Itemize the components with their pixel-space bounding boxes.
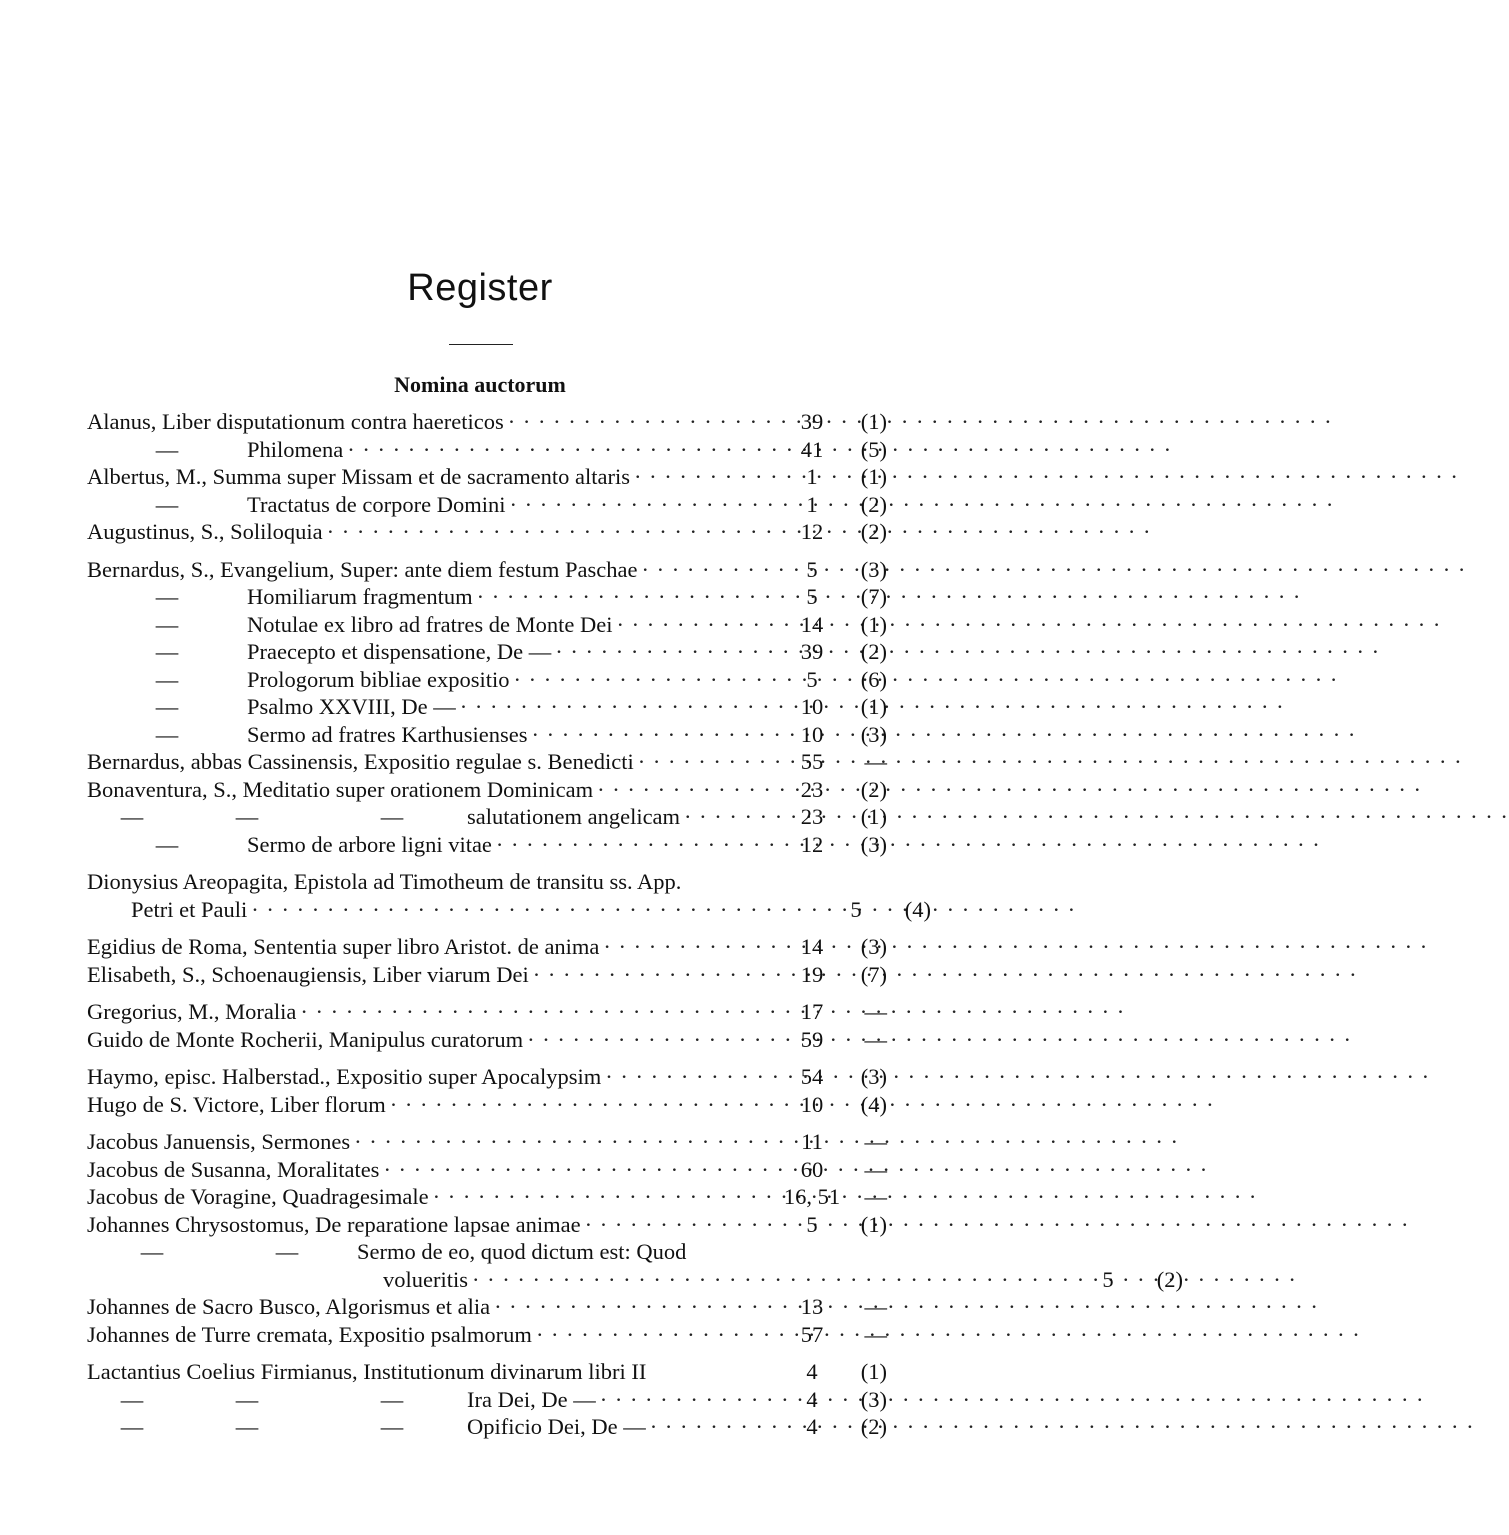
entry-page-number: 1 — [806, 464, 818, 489]
entry-item-number: (4) — [860, 1091, 887, 1117]
entry-item-number: (5) — [860, 436, 887, 462]
entry-text-cell — [87, 1211, 777, 1239]
dot-leader — [555, 638, 1380, 666]
entry-title: Alanus, Liber disputationum contra haereticos — [87, 409, 504, 434]
entry-item-number: (1) — [860, 804, 887, 829]
entry-title: Guido de Monte Rocherii, Manipulus curatorum — [87, 1026, 524, 1052]
entry-page-number: 5 — [850, 896, 862, 922]
entry-item-number: (2) — [860, 639, 887, 664]
entry-title: Augustinus, S., Soliloquia — [87, 519, 323, 544]
entry-item-number: — — [864, 1294, 887, 1319]
entry-page-number: 14 — [800, 934, 824, 959]
dot-leader — [496, 831, 1321, 859]
entry-title: Dionysius Areopagita, Epistola ad Timotheum de transitu ss. App. — [87, 869, 682, 894]
entry-page-number: 13 — [800, 1294, 824, 1319]
entry-page-number: 5 — [806, 584, 818, 609]
entry-text-cell — [87, 1413, 777, 1441]
ditto-dash: — — [155, 491, 179, 517]
entry-item-number: — — [864, 999, 887, 1024]
index-entry — [87, 721, 887, 749]
entry-title: Praecepto et dispensatione, De — — [247, 639, 552, 664]
entry-item-number: (4) — [904, 896, 931, 922]
entry-item-number: — — [864, 1321, 887, 1347]
dot-leader — [510, 491, 1335, 519]
entry-text-cell — [87, 1238, 777, 1266]
entry-title: Johannes de Sacro Busco, Algorismus et alia — [87, 1294, 491, 1319]
entry-page-number: 11 — [801, 1129, 823, 1154]
entry-text-cell — [87, 611, 777, 639]
section-heading: Nomina auctorum — [394, 372, 566, 397]
index-entry — [87, 1128, 887, 1156]
ditto-dash: — — [275, 1239, 299, 1264]
ditto-dash: — — [155, 639, 179, 664]
entry-title: Sermo de arbore ligni vitae — [247, 831, 492, 857]
entry-title: Jacobus Januensis, Sermones — [87, 1129, 351, 1154]
ditto-dash: — — [120, 1386, 144, 1412]
index-entry — [87, 518, 887, 546]
index-entry — [87, 693, 887, 721]
dot-leader — [603, 933, 1428, 961]
index-entry — [87, 1413, 887, 1441]
entry-page-number: 23 — [800, 804, 824, 829]
ditto-dash: — — [380, 1386, 404, 1412]
dot-leader — [347, 436, 1172, 464]
entry-page-number: 5 — [1102, 1266, 1114, 1292]
index-entry — [87, 1183, 887, 1211]
entry-title: Bernardus, abbas Cassinensis, Expositio regulae s. Benedicti — [87, 749, 634, 774]
entry-title: Lactantius Coelius Firmianus, Institutionum divinarum libri II — [87, 1359, 647, 1384]
entry-page-number: 1 — [806, 491, 818, 517]
index-entry — [87, 1091, 887, 1119]
ditto-dash: — — [155, 436, 179, 462]
entry-title: Bernardus, S., Evangelium, Super: ante diem festum Paschae — [87, 556, 638, 582]
entry-text-cell — [87, 638, 777, 666]
entry-item-number: (6) — [860, 666, 887, 692]
entry-text-cell — [87, 1358, 777, 1386]
entry-page-number: 4 — [806, 1359, 818, 1384]
entry-title: Notulae ex libro ad fratres de Monte Dei — [247, 611, 613, 637]
entry-title: Haymo, episc. Halberstad., Expositio super Apocalypsim — [87, 1064, 602, 1089]
entry-page-number: 5 — [806, 556, 818, 582]
dot-leader — [585, 1211, 1410, 1239]
ditto-dash: — — [120, 1414, 144, 1439]
index-entry — [87, 933, 887, 961]
entry-title: Jacobus de Susanna, Moralitates — [87, 1156, 380, 1182]
entry-page-number: 4 — [806, 1414, 818, 1439]
entry-text-cell — [87, 776, 777, 804]
entry-page-number: 54 — [800, 1064, 824, 1089]
ditto-dash: — — [380, 1414, 404, 1439]
entry-page-number: 10 — [800, 694, 824, 719]
entry-item-number: — — [864, 749, 887, 774]
index-entry — [87, 803, 887, 831]
entry-text-cell — [87, 1063, 777, 1091]
dot-leader — [597, 776, 1422, 804]
entry-text-cell — [87, 721, 777, 749]
entry-item-number: (2) — [860, 776, 887, 802]
index-entry — [87, 638, 887, 666]
index-entry — [87, 868, 887, 896]
entry-item-number: (3) — [860, 831, 887, 857]
dot-leader — [536, 1321, 1361, 1349]
entry-text-cell — [87, 583, 777, 611]
entry-page-number: 19 — [800, 961, 824, 987]
entry-item-number: (2) — [860, 519, 887, 544]
entry-text-cell — [87, 518, 777, 546]
ditto-dash: — — [155, 666, 179, 692]
entry-page-number: 59 — [800, 1026, 824, 1052]
entry-page-number: 60 — [800, 1156, 824, 1182]
index-entry — [87, 961, 887, 989]
entry-item-number: (1) — [860, 464, 887, 489]
ditto-dash: — — [235, 1414, 259, 1439]
entry-page-number: 16, 51 — [783, 1184, 841, 1209]
dot-leader — [494, 1293, 1319, 1321]
entry-title: Tractatus de corpore Domini — [247, 491, 506, 517]
entry-text-cell — [87, 491, 777, 519]
entry-text-cell — [87, 1183, 777, 1211]
entry-text-cell — [87, 1156, 777, 1184]
index-entry — [87, 408, 887, 436]
entry-text-cell — [87, 748, 777, 776]
index-entry — [87, 896, 931, 924]
author-index-list — [87, 408, 1183, 1441]
entry-item-number: (1) — [860, 611, 887, 637]
dot-leader — [634, 463, 1459, 491]
index-entry — [87, 1063, 887, 1091]
entry-page-number: 39 — [800, 409, 824, 434]
entry-title: Homiliarum fragmentum — [247, 584, 473, 609]
entry-title: Johannes de Turre cremata, Expositio psalmorum — [87, 1321, 532, 1347]
entry-page-number: 14 — [800, 611, 824, 637]
ditto-dash: — — [155, 611, 179, 637]
dot-leader — [354, 1128, 1179, 1156]
entry-item-number: (1) — [860, 409, 887, 434]
entry-page-number: 12 — [800, 831, 824, 857]
index-entry — [87, 748, 887, 776]
entry-item-number: (2) — [1156, 1266, 1183, 1292]
ditto-dash: — — [155, 831, 179, 857]
dot-leader — [650, 1413, 1475, 1441]
index-entry — [87, 463, 887, 491]
index-entry — [87, 1266, 1183, 1294]
ditto-dash: — — [155, 694, 179, 719]
dot-leader — [300, 998, 1125, 1026]
index-entry — [87, 1321, 887, 1349]
entry-item-number: (1) — [860, 1359, 887, 1384]
entry-page-number: 5 — [806, 1211, 818, 1237]
ditto-dash: — — [120, 804, 144, 829]
index-entry — [87, 436, 887, 464]
dot-leader — [527, 1026, 1352, 1054]
dot-leader — [533, 961, 1358, 989]
entry-item-number: (7) — [860, 584, 887, 609]
dot-leader — [617, 611, 1442, 639]
entry-item-number: (3) — [860, 1386, 887, 1412]
entry-text-cell — [87, 1266, 1073, 1294]
entry-page-number: 55 — [800, 749, 824, 774]
index-entry — [87, 1026, 887, 1054]
entry-item-number: — — [864, 1129, 887, 1154]
entry-text-cell — [87, 1293, 777, 1321]
dot-leader — [513, 666, 1338, 694]
entry-title: Philomena — [247, 436, 344, 462]
entry-text-cell — [87, 1321, 777, 1349]
entry-page-number: 39 — [800, 639, 824, 664]
entry-text-cell — [87, 436, 777, 464]
entry-text-cell — [87, 868, 777, 896]
entry-text-cell — [87, 463, 777, 491]
entry-item-number: (1) — [860, 694, 887, 719]
entry-text-cell — [87, 666, 777, 694]
entry-title: Elisabeth, S., Schoenaugiensis, Liber viarum Dei — [87, 961, 529, 987]
entry-item-number: (3) — [860, 934, 887, 959]
dot-leader — [532, 721, 1357, 749]
dot-leader — [327, 518, 1152, 546]
entry-title: Bonaventura, S., Meditatio super orationem Dominicam — [87, 776, 594, 802]
index-entry — [87, 776, 887, 804]
index-entry — [87, 1386, 887, 1414]
dot-leader — [251, 896, 1076, 924]
entry-item-number: (2) — [860, 491, 887, 517]
index-entry — [87, 1156, 887, 1184]
ditto-dash: — — [155, 584, 179, 609]
entry-page-number: 12 — [800, 519, 824, 544]
index-entry — [87, 556, 887, 584]
entry-text-cell — [87, 961, 777, 989]
entry-page-number: 5 — [806, 666, 818, 692]
entry-item-number: (1) — [860, 1211, 887, 1237]
entry-item-number: — — [864, 1184, 887, 1209]
index-entry — [87, 583, 887, 611]
index-entry — [87, 1293, 887, 1321]
dot-leader — [508, 408, 1333, 436]
ditto-dash: — — [380, 804, 404, 829]
entry-title: volueritis — [383, 1266, 468, 1292]
ditto-dash: — — [235, 1386, 259, 1412]
entry-text-cell — [87, 1091, 777, 1119]
entry-title: Psalmo XXVIII, De — — [247, 694, 456, 719]
entry-item-number: (7) — [860, 961, 887, 987]
entry-text-cell — [87, 998, 777, 1026]
index-entry — [87, 491, 887, 519]
entry-text-cell — [87, 1026, 777, 1054]
entry-text-cell — [87, 408, 777, 436]
entry-text-cell — [87, 1386, 777, 1414]
entry-text-cell — [87, 803, 777, 831]
entry-title: Albertus, M., Summa super Missam et de sacramento altaris — [87, 464, 631, 489]
index-entry — [87, 1238, 887, 1266]
entry-page-number: 4 — [806, 1386, 818, 1412]
entry-title: Sermo ad fratres Karthusienses — [247, 721, 528, 747]
dot-leader — [477, 583, 1302, 611]
index-entry — [87, 611, 887, 639]
ditto-dash: — — [235, 804, 259, 829]
index-entry — [87, 1358, 887, 1386]
entry-page-number: 41 — [800, 436, 824, 462]
dot-leader — [605, 1063, 1430, 1091]
entry-title: salutationem angelicam — [467, 804, 681, 829]
entry-item-number: (3) — [860, 721, 887, 747]
entry-item-number: (3) — [860, 1064, 887, 1089]
entry-item-number: — — [864, 1156, 887, 1182]
index-entry — [87, 998, 887, 1026]
index-entry — [87, 831, 887, 859]
dot-leader — [638, 748, 1463, 776]
ditto-dash: — — [155, 721, 179, 747]
title-rule — [449, 344, 513, 345]
index-entry — [87, 1211, 887, 1239]
entry-text-cell — [87, 831, 777, 859]
entry-text-cell — [87, 1128, 777, 1156]
index-entry — [87, 666, 887, 694]
dot-leader — [600, 1386, 1425, 1414]
entry-title: Jacobus de Voragine, Quadragesimale — [87, 1184, 429, 1209]
dot-leader — [642, 556, 1467, 584]
entry-title: Sermo de eo, quod dictum est: Quod — [357, 1239, 687, 1264]
entry-title: Hugo de S. Victore, Liber florum — [87, 1091, 386, 1117]
entry-item-number: (2) — [860, 1414, 887, 1439]
entry-text-cell — [87, 556, 777, 584]
entry-page-number: 23 — [800, 776, 824, 802]
entry-title: Johannes Chrysostomus, De reparatione lapsae animae — [87, 1211, 581, 1237]
entry-page-number: 57 — [800, 1321, 824, 1347]
entry-text-cell — [87, 896, 821, 924]
entry-page-number: 17 — [800, 999, 824, 1024]
entry-title: Gregorius, M., Moralia — [87, 999, 297, 1024]
entry-page-number: 10 — [800, 1091, 824, 1117]
entry-page-number: 10 — [800, 721, 824, 747]
entry-title: Opificio Dei, De — — [467, 1414, 646, 1439]
entry-title: Ira Dei, De — — [467, 1386, 596, 1412]
entry-title: Egidius de Roma, Sententia super libro Aristot. de anima — [87, 934, 600, 959]
entry-text-cell — [87, 933, 777, 961]
entry-title: Petri et Pauli — [131, 896, 248, 922]
entry-item-number: (3) — [860, 556, 887, 582]
page-title: Register — [407, 267, 553, 309]
entry-item-number: — — [864, 1026, 887, 1052]
ditto-dash: — — [140, 1239, 164, 1264]
entry-text-cell — [87, 693, 777, 721]
entry-title: Prologorum bibliae expositio — [247, 666, 510, 692]
